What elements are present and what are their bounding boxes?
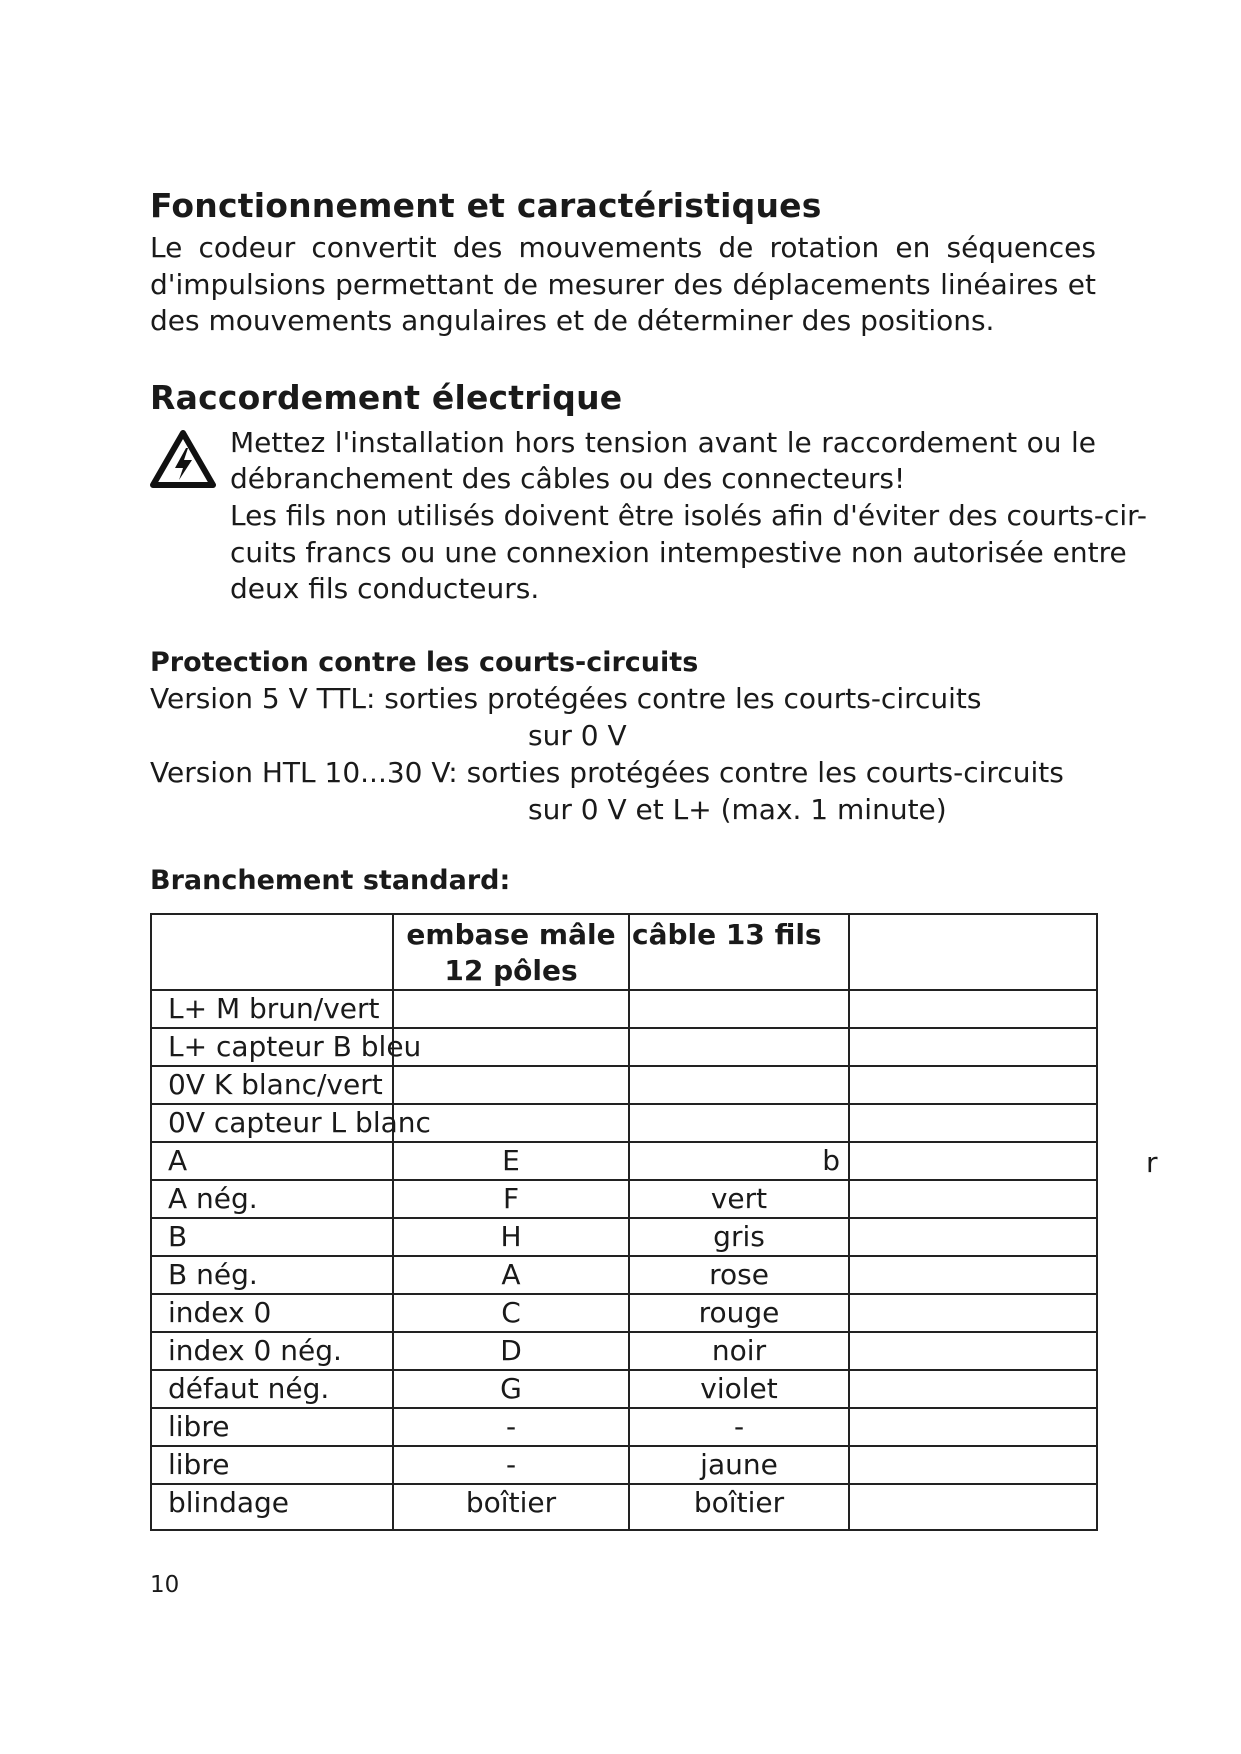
protection-line-1: Version 5 V TTL: sorties protégées contre les courts-circuits: [150, 682, 982, 715]
table-row: [151, 1066, 1097, 1104]
warning-line-3: Les fils non utilisés doivent être isolés afin d'éviter des courts-cir-: [230, 499, 1147, 532]
protection-title: Protection contre les courts-circuits: [150, 647, 699, 678]
table-header-row: [151, 914, 1097, 990]
header-cell-4: [849, 914, 1097, 990]
pin-cell: boîtier: [393, 1484, 629, 1530]
section-text-fonctionnement: Le codeur convertit des mouvements de rotation en séquences d'impulsions permettant de mesurer des déplacements linéaires et des mouvements angulaires et de déterminer des positions.: [150, 231, 1096, 337]
table-row: [151, 1370, 1097, 1408]
extra-cell: [849, 1408, 1097, 1446]
protection-line-2: sur 0 V: [528, 719, 627, 752]
signal-cell: B: [151, 1218, 393, 1256]
wire-color-cell: gris: [629, 1218, 849, 1256]
table-row: [151, 1256, 1097, 1294]
extra-cell: [849, 1028, 1097, 1066]
header-cell-cable: câble 13 fils: [629, 914, 849, 990]
section-title-fonctionnement: Fonctionnement et caractéristiques: [150, 186, 822, 225]
extra-cell: [849, 1294, 1097, 1332]
pin-cell: [393, 1066, 629, 1104]
wire-color-cell: noir: [629, 1332, 849, 1370]
extra-cell: [849, 1370, 1097, 1408]
pin-cell: [393, 1028, 629, 1066]
signal-cell: L+ M brun/vert: [151, 990, 393, 1028]
warning-line-1: Mettez l'installation hors tension avant le raccordement ou le: [230, 426, 1096, 459]
wiring-title: Branchement standard:: [150, 865, 511, 896]
signal-cell: 0V K blanc/vert: [151, 1066, 393, 1104]
protection-line-4: sur 0 V et L+ (max. 1 minute): [528, 793, 947, 826]
table-row: [151, 1294, 1097, 1332]
table-row: [151, 1028, 1097, 1066]
extra-cell: [849, 1104, 1097, 1142]
pin-cell: G: [393, 1370, 629, 1408]
signal-cell: 0V capteur L blanc: [151, 1104, 393, 1142]
header-cell-connector: embase mâle 12 pôles: [393, 914, 629, 990]
wire-color-cell: -: [629, 1408, 849, 1446]
wire-color-cell: vert: [629, 1180, 849, 1218]
extra-cell: [849, 1332, 1097, 1370]
wire-color-cell: [629, 1066, 849, 1104]
signal-cell: défaut nég.: [151, 1370, 393, 1408]
high-voltage-warning-icon: [150, 430, 216, 488]
signal-cell: index 0 nég.: [151, 1332, 393, 1370]
extra-cell: [849, 1484, 1097, 1530]
protection-line-3: Version HTL 10...30 V: sorties protégées contre les courts-circuits: [150, 756, 1064, 789]
wire-color-cell: rose: [629, 1256, 849, 1294]
table-row: [151, 990, 1097, 1028]
extra-cell: [849, 1066, 1097, 1104]
wiring-table: [150, 913, 1098, 1531]
signal-cell: A nég.: [151, 1180, 393, 1218]
wire-color-cell: [629, 990, 849, 1028]
table-row: [151, 1104, 1097, 1142]
pin-cell: E: [393, 1142, 629, 1180]
extra-cell: [849, 1446, 1097, 1484]
extra-cell: [849, 1142, 1097, 1180]
pin-cell: [393, 990, 629, 1028]
signal-cell: A: [151, 1142, 393, 1180]
pin-cell: -: [393, 1446, 629, 1484]
wire-color-cell: b: [629, 1142, 849, 1180]
table-row: [151, 1446, 1097, 1484]
signal-cell: blindage: [151, 1484, 393, 1530]
section-title-raccordement: Raccordement électrique: [150, 378, 623, 417]
extra-cell: [849, 1180, 1097, 1218]
pin-cell: A: [393, 1256, 629, 1294]
header-cell-1: [151, 914, 393, 990]
table-row: [151, 1332, 1097, 1370]
warning-line-5: deux fils conducteurs.: [230, 572, 540, 605]
signal-cell: L+ capteur B bleu: [151, 1028, 393, 1066]
page-number: 10: [150, 1572, 180, 1598]
table-row: [151, 1408, 1097, 1446]
signal-cell: libre: [151, 1408, 393, 1446]
pin-cell: H: [393, 1218, 629, 1256]
table-row: [151, 1180, 1097, 1218]
pin-cell: C: [393, 1294, 629, 1332]
wire-color-cell: boîtier: [629, 1484, 849, 1530]
extra-cell: [849, 990, 1097, 1028]
pin-cell: D: [393, 1332, 629, 1370]
wire-color-cell: jaune: [629, 1446, 849, 1484]
table-row: [151, 1218, 1097, 1256]
warning-line-4: cuits francs ou une connexion intempestive non autorisée entre: [230, 536, 1127, 569]
signal-cell: libre: [151, 1446, 393, 1484]
extra-cell: [849, 1218, 1097, 1256]
table-row: [151, 1484, 1097, 1530]
pin-cell: -: [393, 1408, 629, 1446]
wire-color-cell: [629, 1104, 849, 1142]
wire-color-cell: violet: [629, 1370, 849, 1408]
wire-color-cell: rouge: [629, 1294, 849, 1332]
signal-cell: index 0: [151, 1294, 393, 1332]
stray-character: r: [1146, 1146, 1158, 1179]
wire-color-cell: [629, 1028, 849, 1066]
signal-cell: B nég.: [151, 1256, 393, 1294]
extra-cell: [849, 1256, 1097, 1294]
warning-line-2: débranchement des câbles ou des connecteurs!: [230, 462, 906, 495]
pin-cell: F: [393, 1180, 629, 1218]
table-row: [151, 1142, 1097, 1180]
